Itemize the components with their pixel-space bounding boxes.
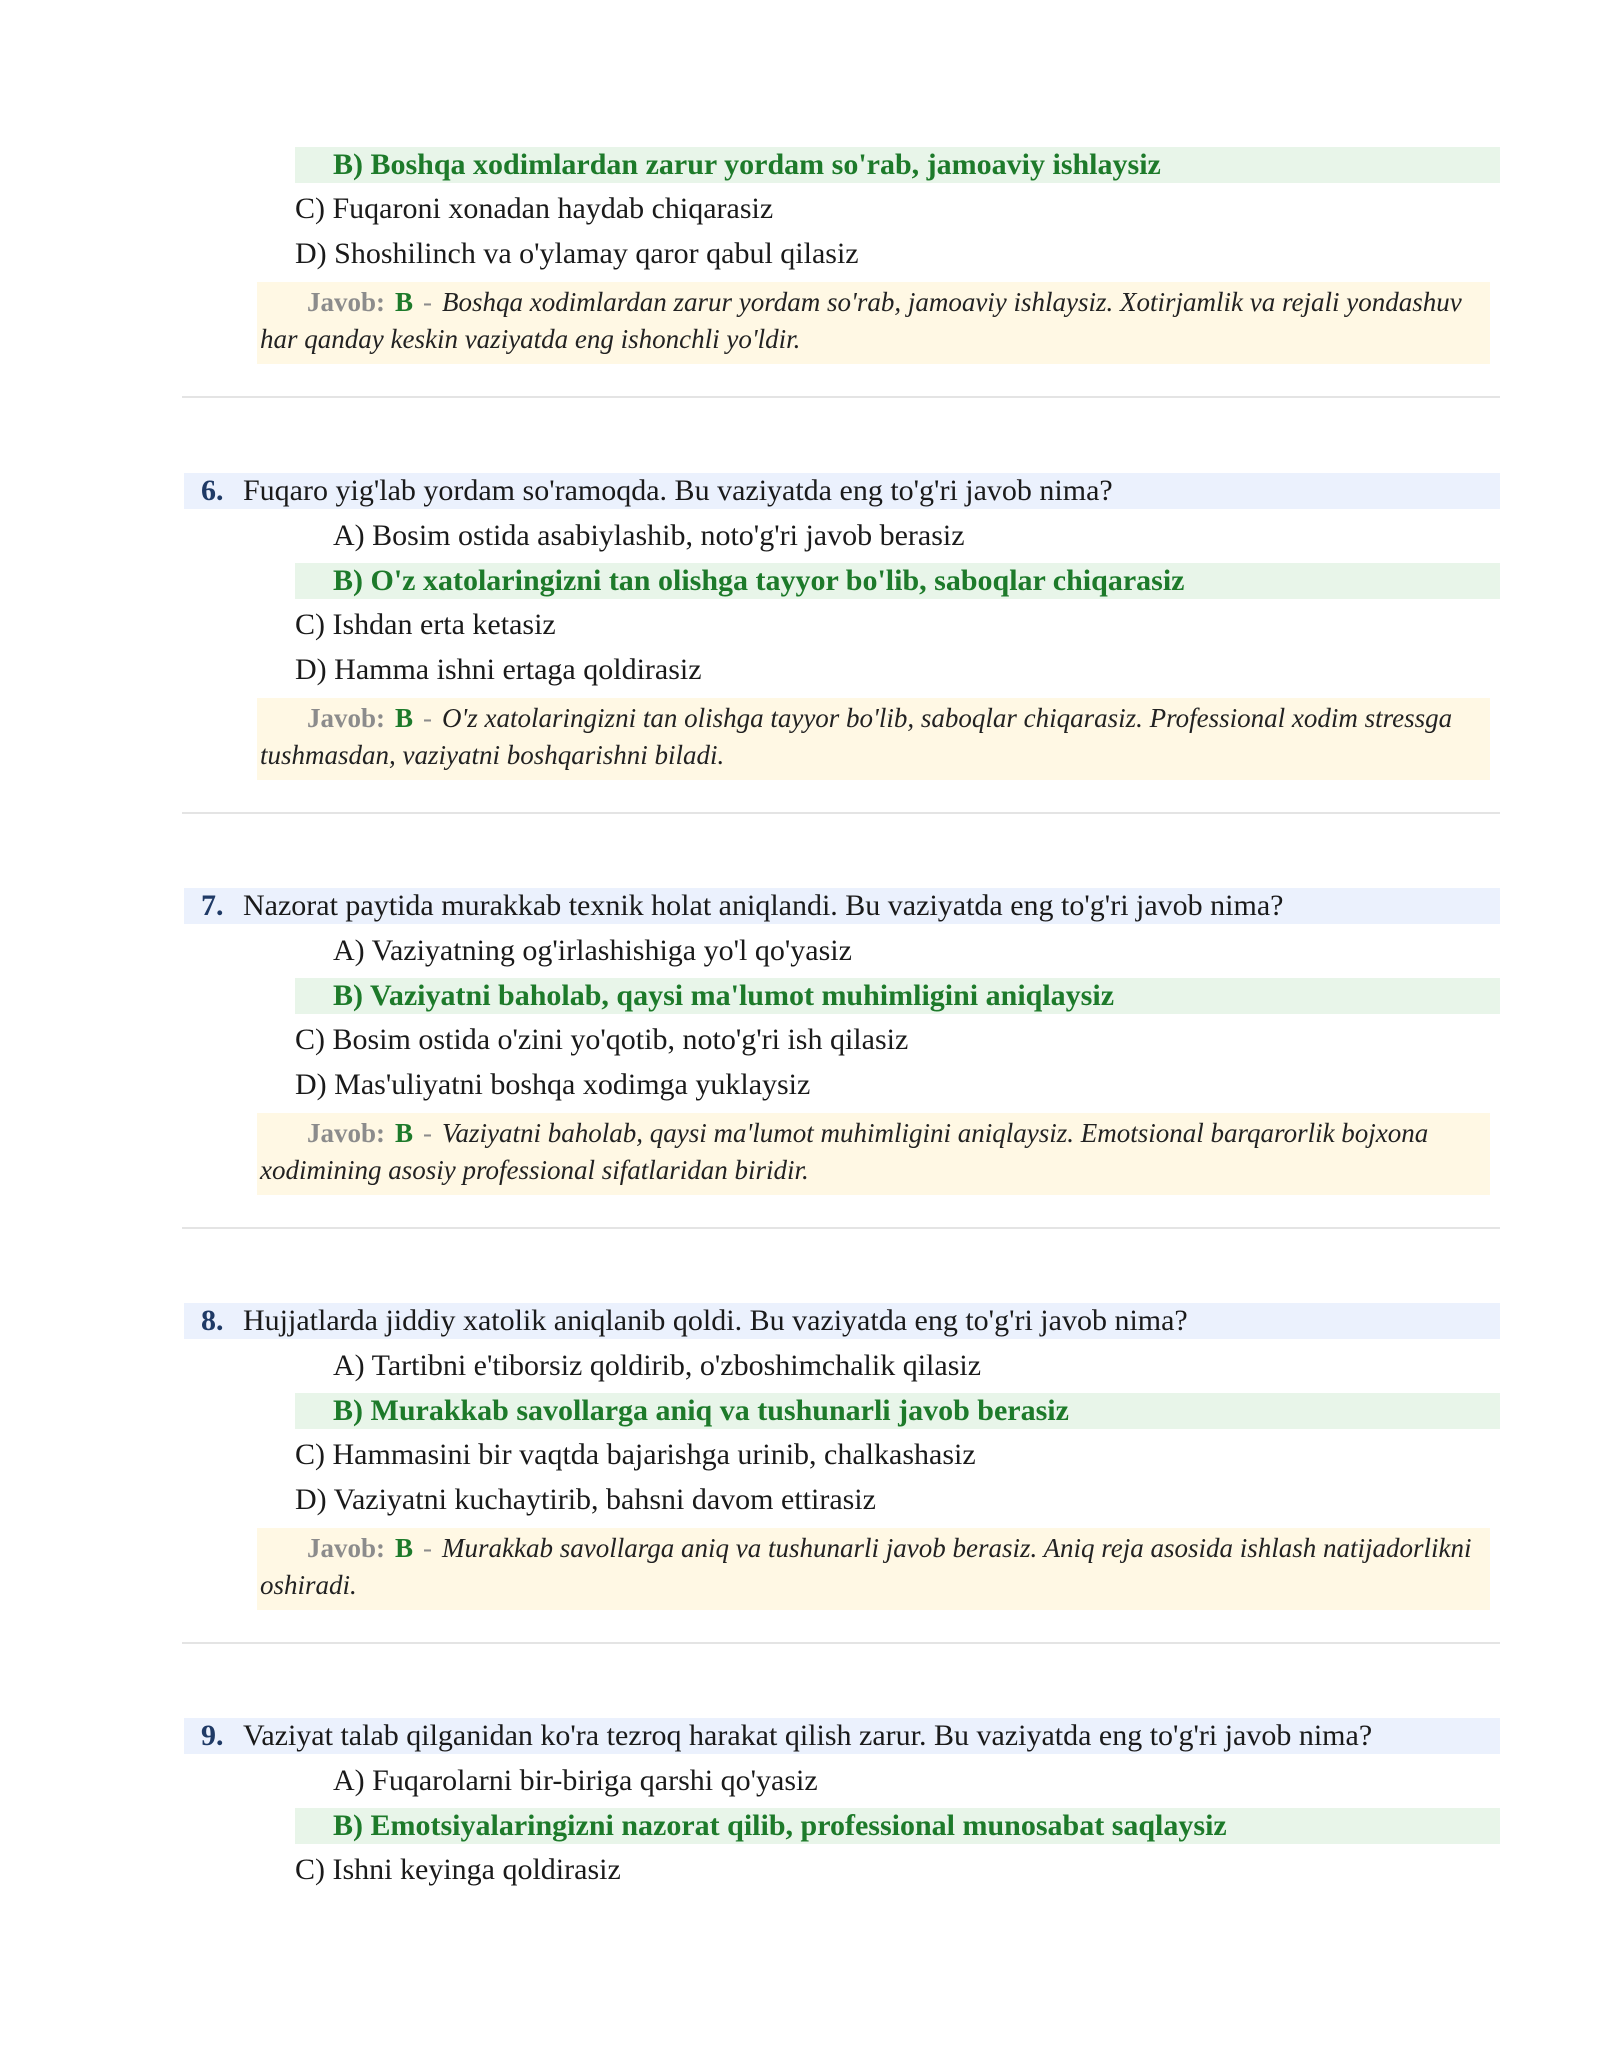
- answer-dash: -: [423, 703, 433, 733]
- answer-box: [257, 282, 1490, 364]
- option: C) Ishni keyinga qoldirasiz: [295, 1853, 621, 1886]
- answer-label: Javob:: [307, 1533, 386, 1563]
- answer-letter: B: [395, 1533, 414, 1563]
- answer-dash: -: [423, 287, 433, 317]
- option: C) Hammasini bir vaqtda bajarishga urinib, chalkashasiz: [295, 1438, 976, 1471]
- question-text: Vaziyat talab qilganidan ko'ra tezroq harakat qilish zarur. Bu vaziyatda eng to'g'ri javob nima?: [243, 1719, 1373, 1752]
- answer-label: Javob:: [307, 703, 386, 733]
- question-number: 9.: [201, 1719, 224, 1752]
- divider: [182, 812, 1500, 814]
- option: C) Fuqaroni xonadan haydab chiqarasiz: [295, 192, 774, 225]
- answer-dash: -: [423, 1533, 433, 1563]
- answer-box: [257, 1113, 1490, 1195]
- question-line: [184, 1303, 1500, 1339]
- option-text: B) Murakkab savollarga aniq va tushunarli javob berasiz: [333, 1394, 1069, 1427]
- option: C) Ishdan erta ketasiz: [295, 608, 556, 641]
- option: A) Vaziyatning og'irlashishiga yo'l qo'yasiz: [333, 934, 852, 967]
- answer-label: Javob:: [307, 1118, 386, 1148]
- answer-box: [257, 1528, 1490, 1610]
- option: D) Mas'uliyatni boshqa xodimga yuklaysiz: [295, 1068, 811, 1101]
- answer-letter: B: [395, 703, 414, 733]
- answer-explanation: Murakkab savollarga aniq va tushunarli javob berasiz. Aniq reja asosida ishlash natijadorlikni oshiradi.: [260, 1533, 1472, 1600]
- question-line: [184, 888, 1500, 924]
- option-correct: [295, 563, 1500, 599]
- answer-explanation: Boshqa xodimlardan zarur yordam so'rab, jamoaviy ishlaysiz. Xotirjamlik va rejali yondashuv har qanday keskin vaziyatda eng ishonchli yo'ldir.: [260, 287, 1462, 354]
- answer-dash: -: [423, 1118, 433, 1148]
- option: D) Shoshilinch va o'ylamay qaror qabul qilasiz: [295, 237, 859, 270]
- answer-box: [257, 698, 1490, 780]
- option-correct: [295, 147, 1500, 183]
- divider: [182, 1227, 1500, 1229]
- question-text: Fuqaro yig'lab yordam so'ramoqda. Bu vaziyatda eng to'g'ri javob nima?: [243, 474, 1113, 507]
- question-number: 7.: [201, 889, 224, 922]
- question-line: [184, 473, 1500, 509]
- option-text: B) Emotsiyalaringizni nazorat qilib, professional munosabat saqlaysiz: [333, 1809, 1227, 1842]
- question-text: Hujjatlarda jiddiy xatolik aniqlanib qoldi. Bu vaziyatda eng to'g'ri javob nima?: [243, 1304, 1188, 1337]
- question-number: 6.: [201, 474, 224, 507]
- option: A) Bosim ostida asabiylashib, noto'g'ri javob berasiz: [333, 519, 965, 552]
- option-text: B) O'z xatolaringizni tan olishga tayyor bo'lib, saboqlar chiqarasiz: [333, 564, 1185, 597]
- option-text: B) Vaziyatni baholab, qaysi ma'lumot muhimligini aniqlaysiz: [333, 979, 1115, 1012]
- option: D) Vaziyatni kuchaytirib, bahsni davom ettirasiz: [295, 1483, 876, 1516]
- option: A) Fuqarolarni bir-biriga qarshi qo'yasiz: [333, 1764, 818, 1797]
- answer-letter: B: [395, 1118, 414, 1148]
- answer-letter: B: [395, 287, 414, 317]
- answer-explanation: Vaziyatni baholab, qaysi ma'lumot muhimligini aniqlaysiz. Emotsional barqarorlik bojxona xodimining asosiy professional sifatlaridan biridir.: [260, 1118, 1429, 1185]
- option: A) Tartibni e'tiborsiz qoldirib, o'zboshimchalik qilasiz: [333, 1349, 982, 1382]
- option-correct: [295, 978, 1500, 1014]
- answer-label: Javob:: [307, 287, 386, 317]
- option: C) Bosim ostida o'zini yo'qotib, noto'g'ri ish qilasiz: [295, 1023, 909, 1056]
- divider: [182, 396, 1500, 398]
- answer-explanation: O'z xatolaringizni tan olishga tayyor bo'lib, saboqlar chiqarasiz. Professional xodim stressga tushmasdan, vaziyatni boshqarishni biladi.: [260, 703, 1453, 770]
- question-line: [184, 1718, 1500, 1754]
- option: D) Hamma ishni ertaga qoldirasiz: [295, 653, 702, 686]
- option-correct: [295, 1808, 1500, 1844]
- question-number: 8.: [201, 1304, 224, 1337]
- option-text: B) Boshqa xodimlardan zarur yordam so'rab, jamoaviy ishlaysiz: [333, 148, 1161, 181]
- question-text: Nazorat paytida murakkab texnik holat aniqlandi. Bu vaziyatda eng to'g'ri javob nima?: [243, 889, 1284, 922]
- option-correct: [295, 1393, 1500, 1429]
- divider: [182, 1642, 1500, 1644]
